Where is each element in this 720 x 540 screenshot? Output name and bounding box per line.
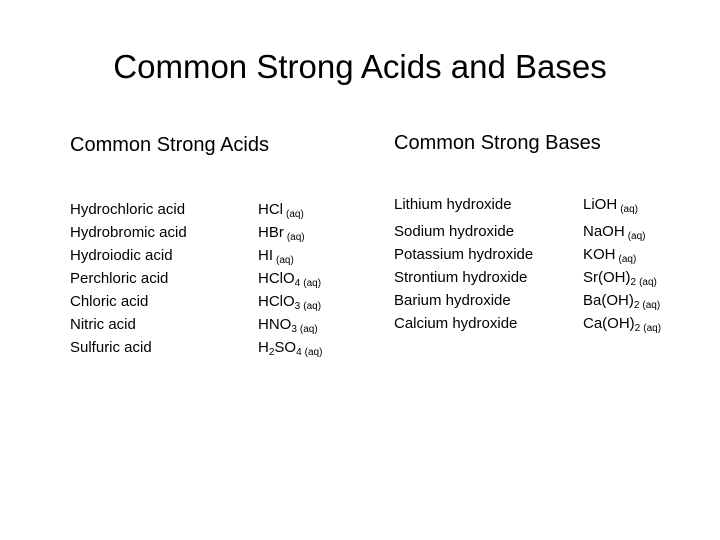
formula-text: HClO <box>258 270 295 287</box>
base-formula <box>583 312 661 335</box>
formula-state: (aq) <box>639 277 657 288</box>
base-name: Potassium hydroxide <box>394 246 534 263</box>
formula-text: HNO <box>258 316 292 333</box>
formula-state: (aq) <box>303 301 322 312</box>
formula-text: HBr <box>258 224 284 241</box>
base-name-list <box>394 193 533 335</box>
formula-text: KOH <box>583 246 616 263</box>
formula-state: (aq) <box>620 204 638 215</box>
slide-title: Common Strong Acids and Bases <box>113 48 607 85</box>
formula-text: HClO <box>258 293 295 310</box>
bases-heading: Common Strong Bases <box>394 132 601 154</box>
formula-subscript: 4 <box>296 347 302 358</box>
base-formula <box>583 289 661 312</box>
acid-formula <box>258 336 322 359</box>
formula-text: Ca(OH) <box>583 315 635 332</box>
formula-state: (aq) <box>286 209 304 220</box>
acid-formula <box>258 313 322 336</box>
formula-text: HCl <box>258 201 283 218</box>
acid-name: Hydrochloric acid <box>70 201 186 218</box>
acid-formula <box>258 198 322 221</box>
acids-heading: Common Strong Acids <box>70 134 269 156</box>
formula-text: LiOH <box>583 196 618 213</box>
acid-name: Perchloric acid <box>70 270 169 287</box>
formula-subscript: 2 <box>630 277 637 288</box>
formula-state: (aq) <box>627 231 646 242</box>
formula-subscript: 3 <box>294 301 301 312</box>
acid-name: Hydroiodic acid <box>70 247 173 264</box>
formula-state: (aq) <box>642 300 661 311</box>
formula-state: (aq) <box>304 347 323 358</box>
acid-name: Nitric acid <box>70 316 136 333</box>
formula-state: (aq) <box>299 324 318 335</box>
base-formula-list <box>583 193 661 335</box>
formula-subscript: 2 <box>634 323 641 334</box>
acid-formula-list <box>258 198 322 359</box>
formula-text: HI <box>258 247 273 264</box>
acid-name: Sulfuric acid <box>70 339 152 356</box>
base-name: Barium hydroxide <box>394 292 511 309</box>
acid-formula <box>258 290 322 313</box>
formula-state: (aq) <box>286 232 305 243</box>
base-name: Sodium hydroxide <box>394 223 515 240</box>
base-name: Calcium hydroxide <box>394 315 518 332</box>
formula-subscript: 4 <box>294 278 301 289</box>
formula-text: H <box>258 339 269 356</box>
acid-formula <box>258 267 322 290</box>
formula-state: (aq) <box>276 255 294 266</box>
base-name: Strontium hydroxide <box>394 269 528 286</box>
acid-name: Hydrobromic acid <box>70 224 187 241</box>
formula-subscript: 3 <box>291 324 297 335</box>
formula-text: NaOH <box>583 223 625 240</box>
base-formula <box>583 243 661 266</box>
formula-text: SO <box>274 339 297 356</box>
acid-name-list <box>70 198 187 359</box>
formula-subscript: 2 <box>633 300 640 311</box>
formula-state: (aq) <box>303 278 322 289</box>
base-formula <box>583 193 661 216</box>
base-name: Lithium hydroxide <box>394 196 512 213</box>
base-formula <box>583 266 661 289</box>
acid-formula <box>258 221 322 244</box>
formula-state: (aq) <box>643 323 662 334</box>
formula-subscript: 2 <box>268 347 275 358</box>
formula-text: Ba(OH) <box>583 292 634 309</box>
formula-state: (aq) <box>618 254 637 265</box>
formula-text: Sr(OH) <box>583 269 631 286</box>
acid-name: Chloric acid <box>70 293 149 310</box>
acid-formula <box>258 244 322 267</box>
base-formula <box>583 220 661 243</box>
